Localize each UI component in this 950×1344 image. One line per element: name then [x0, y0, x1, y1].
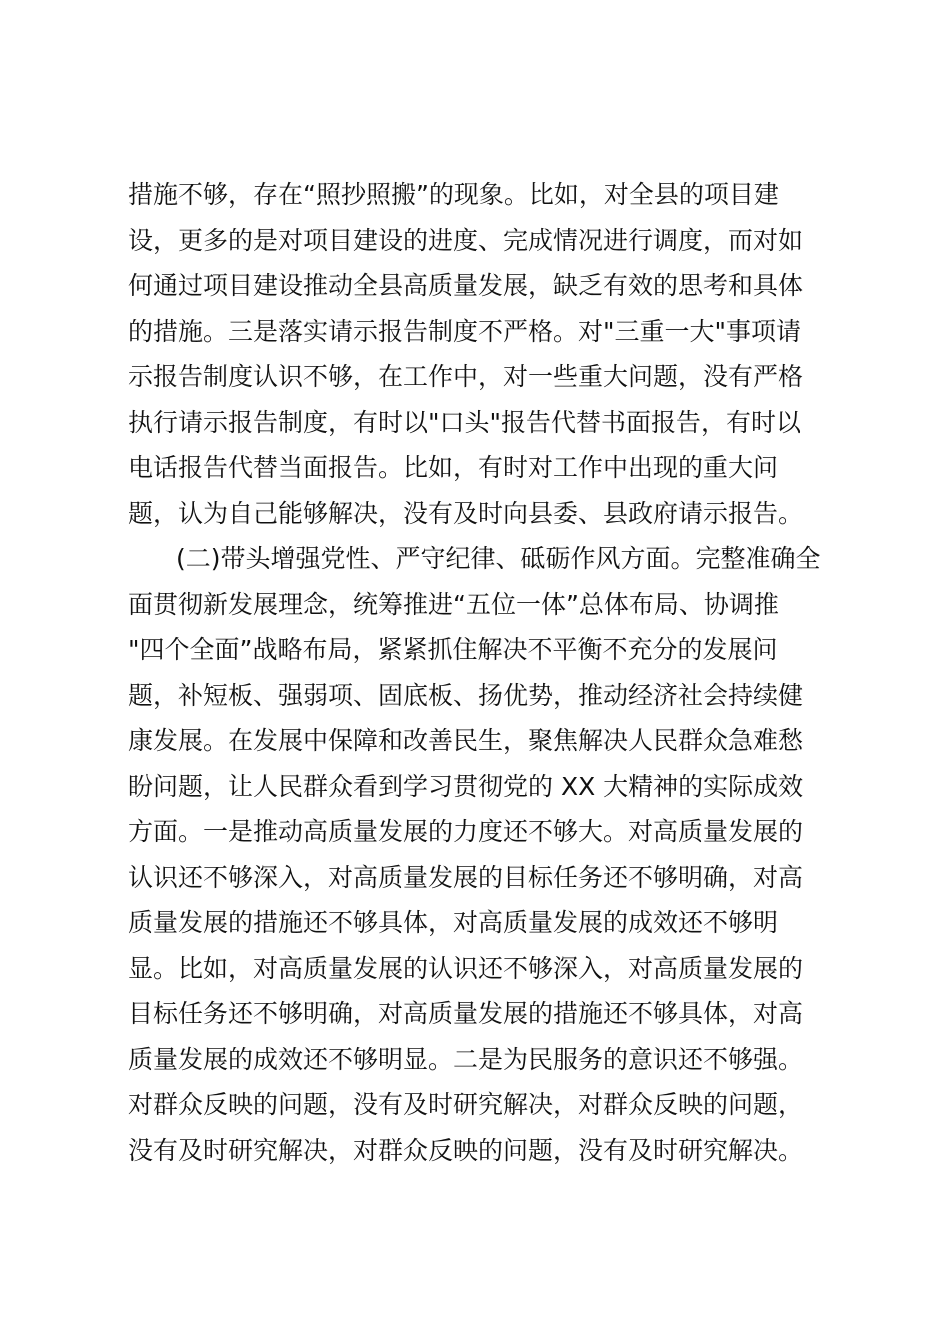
body-text — [128, 172, 828, 1173]
text-line: 质量发展的成效还不够明显。二是为民服务的意识还不够强。 — [128, 1044, 804, 1074]
text-line: 措施不够，存在“照抄照搬”的现象。比如，对全县的项目建 — [128, 180, 779, 209]
text-line: 质量发展的措施还不够具体，对高质量发展的成效还不够明 — [128, 908, 779, 937]
text-line: 显。比如，对高质量发展的认识还不够深入，对高质量发展的 — [128, 953, 804, 983]
text-line: 认识还不够深入，对高质量发展的目标任务还不够明确，对高 — [128, 862, 804, 892]
section-heading-line: (二)带头增强党性、严守纪律、砥砺作风方面。完整准确全 — [176, 544, 821, 573]
text-line: 何通过项目建设推动全县高质量发展，缺乏有效的思考和具体 — [128, 271, 804, 300]
text-line: 示报告制度认识不够，在工作中，对一些重大问题，没有严格 — [128, 362, 804, 391]
text-line: 康发展。在发展中保障和改善民生，聚焦解决人民群众急难愁 — [128, 726, 804, 755]
text-line: "四个全面”战略布局，紧紧抓住解决不平衡不充分的发展问 — [128, 635, 778, 664]
text-line: 对群众反映的问题，没有及时研究解决，对群众反映的问题， — [128, 1090, 804, 1119]
text-line: 没有及时研究解决，对群众反映的问题，没有及时研究解决。 — [128, 1135, 804, 1165]
text-line: 设，更多的是对项目建设的进度、完成情况进行调度，而对如 — [128, 225, 804, 255]
text-line: 盼问题，让人民群众看到学习贯彻党的 XX 大精神的实际成效 — [128, 771, 804, 801]
text-line: 题，认为自己能够解决，没有及时向县委、县政府请示报告。 — [128, 498, 804, 528]
text-line: 题，补短板、强弱项、固底板、扬优势，推动经济社会持续健 — [128, 680, 804, 710]
text-line: 电话报告代替当面报告。比如，有时对工作中出现的重大问 — [128, 453, 779, 482]
text-line: 的措施。三是落实请示报告制度不严格。对"三重一大"事项请 — [128, 316, 802, 346]
text-line: 执行请示报告制度，有时以"口头"报告代替书面报告，有时以 — [128, 407, 802, 437]
text-line: 面贯彻新发展理念，统筹推进“五位一体”总体布局、协调推 — [128, 589, 779, 619]
text-line: 方面。一是推动高质量发展的力度还不够大。对高质量发展的 — [128, 817, 804, 846]
text-line: 目标任务还不够明确，对高质量发展的措施还不够具体，对高 — [128, 999, 804, 1028]
